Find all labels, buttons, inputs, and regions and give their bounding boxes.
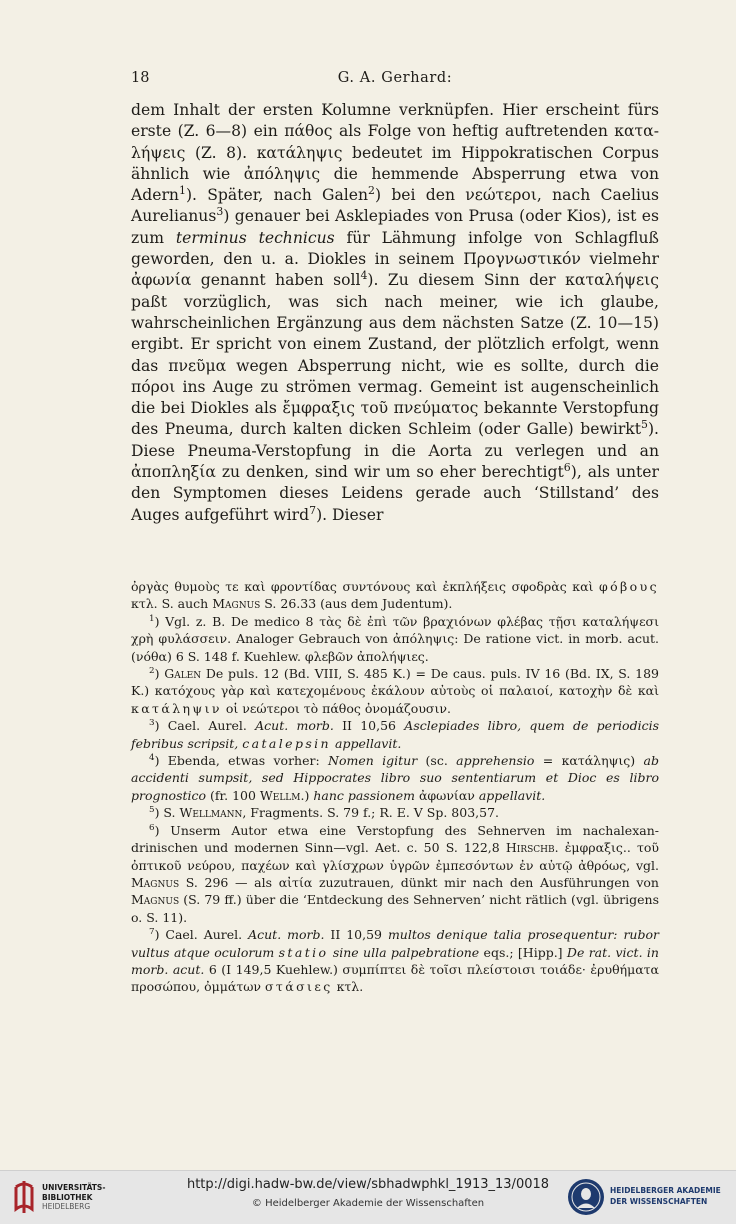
page-number: 18 [131,70,150,86]
footnote-3: $^3$) Cael. Aurel. Acut. morb. II 10,56 Asclepiades libro, quem de periodicis febribus scripsit, catalepsin appellavit. [131,718,659,751]
main-text [131,100,659,526]
academy-seal-icon [566,1177,606,1217]
paragraph: dem Inhalt der ersten Kolumne verknüpfen. Hier erscheint fürs erste (Z. 6—8) ein πάθος als Folge von heftig auftretenden καταλήψεις (Z. 8). κατάληψις bedeutet im Hippokratischen Corpus ähnlich wie ἀπόληψις die hemmende Absperrung etwa von Adern$^1$). Später, nach Galen$^2$) bei den νεώτεροι, nach Caelius Aurelianus$^3$) genauer bei Asklepiades von Prusa (oder Kios), ist es zum terminus technicus für Lähmung infolge von Schlagfluß geworden, den u. a. Diokles in seinem Προγνωστικόν vielmehr ἀφωνία genannt haben soll$^4$). Zu diesem Sinn der καταλήψεις paßt vorzüglich, was sich nach meiner, wie ich glaube, wahrscheinlichen Ergänzung aus dem nächsten Satze (Z. 10—15) ergibt. Er spricht von einem Zustand, der plötzlich erfolgt, wenn das πνεῦμα wegen Absperrung nicht, wie es sollte, durch die πόροι ins Auge zu strömen vermag. Gemeint ist augenscheinlich die bei Diokles als ἔμφραξις τοῦ πνεύματος bekannte Verstopfung des Pneuma, durch kalten dicken Schleim (oder Galle) bewirkt$^5$). Diese Pneuma-Verstopfung in die Aorta zu verlegen und an ἀποπληξία zu denken, sind wir um so eher berechtigt$^6$), als unter den Symptomen dieses Leidens gerade auch ‘Stillstand’ des Auges aufgeführt wird$^7$). Dieser [131,101,659,524]
footnote-ref: 5 [641,418,648,432]
academy-logo[interactable]: HEIDELBERGER AKADEMIE DER WISSENSCHAFTEN [566,1177,736,1219]
footnotes [131,578,659,996]
permalink-url[interactable]: http://digi.hadw-bw.de/view/sbhadwphkl_1913_13/0018 [186,1177,550,1192]
footnote-ref: 4 [360,269,368,283]
footnote-2: $^2$) Galen De puls. 12 (Bd. VIII, S. 485 K.) = De caus. puls. IV 16 (Bd. IX, S. 189 K.) κατόχους γὰρ καὶ κατεχομένους ἐκάλουν αὐτοὺς οἱ παλαιοί, κατοχὴν δὲ καὶ κατάληψιν οἱ νεώτεροι τὸ πάθος ὀνομάζουσιν. [131,665,659,716]
copyright-notice: © Heidelberger Akademie der Wissenschaften [251,1198,485,1209]
footnote-ref: 2 [368,184,375,197]
viewer-footer [0,1170,736,1224]
running-title: G. A. Gerhard: [337,70,453,86]
footnote-continuation: ὀργὰς θυμοὺς τε καὶ φροντίδας συντόνους καὶ ἐκπλήξεις σφοδρὰς καὶ φόβους κτλ. S. auch Magnus S. 26.33 (aus dem Judentum). [131,579,659,612]
footer-center [150,1177,586,1209]
footnote-ref: 1 [178,184,186,197]
university-library-logo[interactable]: UNIVERSITÄTS- BIBLIOTHEK HEIDELBERG [12,1179,152,1219]
footnote-7: $^7$) Cael. Aurel. Acut. morb. II 10,59 multos denique talia prosequentur: rubor vultus atque oculorum statio sine ulla palpebratione eqs.; [Hipp.] De rat. vict. in morb. acut. 6 (I 149,5 Kuehlew.) συμπίπτει δὲ τοῖσι πλείστοισι τοιάδε· ἐρυθήματα προσώπου, ὀμμάτων στάσιες κτλ. [131,926,659,995]
footnote-ref: 3 [216,205,224,219]
footnote-1: $^1$) Vgl. z. B. De medico 8 τὰς δὲ ἐπὶ τῶν βραχιόνων φλέβας τῇσι καταλήψεσι χρὴ φυλάσσειν. Analoger Gebrauch von ἀπόληψις: De ratione vict. in morb. acut. (νόθα) 6 S. 148 f. Kuehlew. φλεβῶν ἀπολήψιες. [131,613,659,664]
page-header [131,70,659,92]
footnote-5: $^5$) S. Wellmann, Fragments. S. 79 f.; R. E. V Sp. 803,57. [149,805,500,821]
footnote-ref: 7 [309,503,317,517]
footnote-ref: 6 [563,460,571,474]
footnote-6: $^6$) Unserm Autor etwa eine Verstopfung des Sehnerven im nachalexandrinischen und modernen Sinn—vgl. Aet. c. 50 S. 122,8 Hirschb. ἐμφραξις.. τοῦ ὀπτικοῦ νεύρου, παχέων καὶ γλίσχρων ὑγρῶν ἐμπεσόντων ἐν αὐτῷ ἀθρόως, vgl. Magnus S. 296 — als αἰτία zuzutrauen, dünkt mir nach den Ausführungen von Magnus (S. 79 ff.) über die ‘Entdeckung des Sehnerven’ nicht rätlich (vgl. übrigens o. S. 11). [131,822,660,925]
library-logo-icon [12,1179,36,1215]
footnote-4: $^4$) Ebenda, etwas vorher: Nomen igitur (sc. apprehensio = κατάληψις) ab accidenti sumpsit, sed Hippocrates libro suo sententiarum et Dioc es libro prognostico (fr. 100 Wellm.) hanc passionem ἀφωνίαν appellavit. [131,752,659,803]
